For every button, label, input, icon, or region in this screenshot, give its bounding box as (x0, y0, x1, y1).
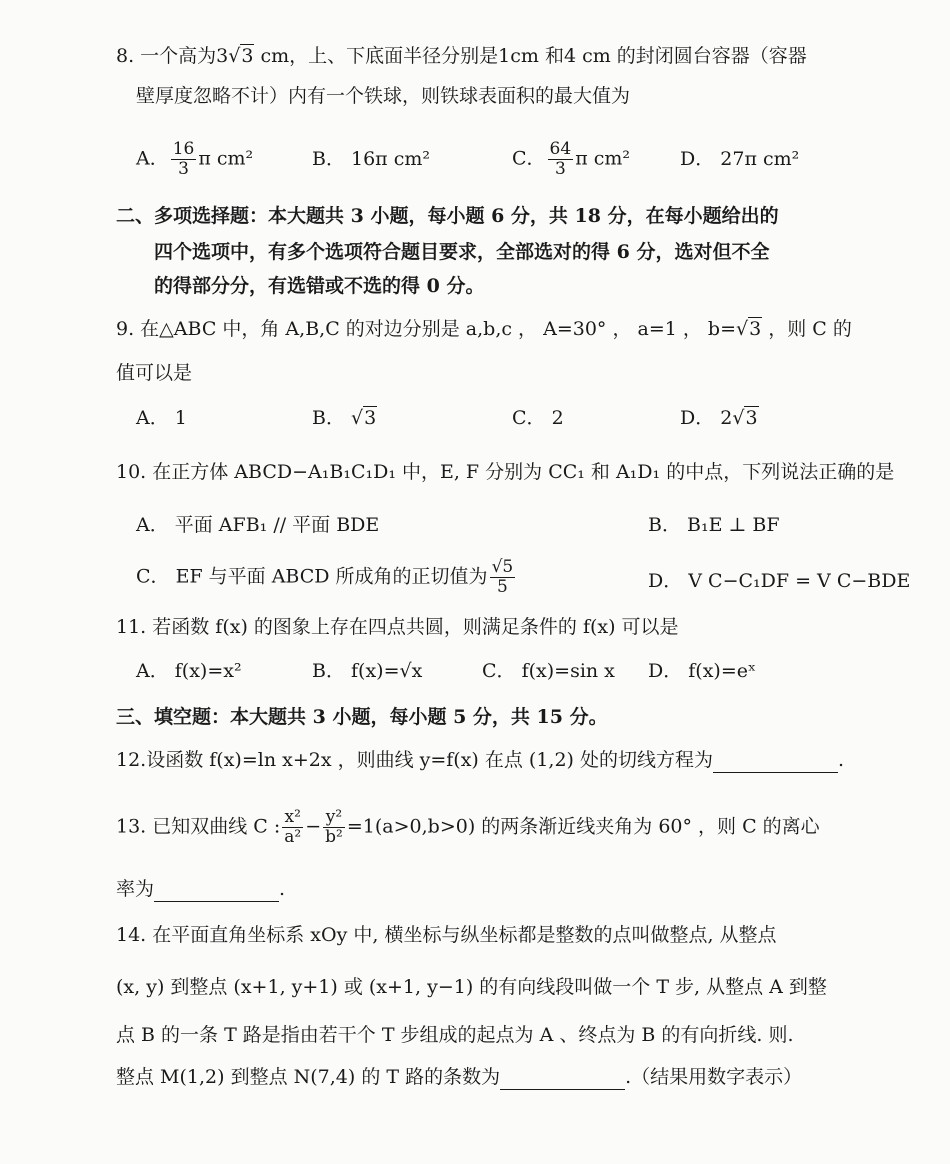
q11-option-c: C． f(x)=sin x (482, 660, 615, 682)
section2-heading-line1: 二、多项选择题：本大题共 3 小题，每小题 6 分，共 18 分，在每小题给出的 (116, 205, 779, 227)
q8-option-b: B． 16π cm² (312, 148, 430, 170)
section2-heading-line2: 四个选项中，有多个选项符合题目要求，全部选对的得 6 分，选对但不全 (154, 241, 770, 263)
q10-option-a: A． 平面 AFB₁ // 平面 BDE (136, 514, 380, 536)
q11-option-d: D． f(x)=eˣ (648, 660, 757, 682)
q8-option-c: C． $\frac{64}{3}$ π cm² (512, 139, 630, 179)
q9-option-c: C． 2 (512, 407, 564, 429)
q11-option-a: A． f(x)=x² (136, 660, 242, 682)
q9-option-b: B． √3 (312, 407, 377, 429)
q12-stem: 12.设函数 f(x)=ln x+2x ，则曲线 y=f(x) 在点 (1,2) 处的切线方程为 . (116, 749, 845, 771)
q14-stem-line4: 整点 M(1,2) 到整点 N(7,4) 的 T 路的条数为 .（结果用数字表示） (116, 1066, 803, 1088)
q10-option-b: B． B₁E ⊥ BF (648, 514, 780, 536)
q10-option-d: D． V C−C₁DF = V C−BDE (648, 570, 911, 592)
q10-stem: 10. 在正方体 ABCD−A₁B₁C₁D₁ 中，E, F 分别为 CC₁ 和 A₁D₁ 的中点，下列说法正确的是 (116, 461, 895, 483)
q8-stem-line2: 壁厚度忽略不计）内有一个铁球，则铁球表面积的最大值为 (136, 85, 631, 107)
q14-stem-line2: (x, y) 到整点 (x+1, y+1) 或 (x+1, y−1) 的有向线段叫做一个 T 步, 从整点 A 到整 (116, 976, 827, 998)
q12-answer-blank[interactable] (713, 754, 838, 773)
q14-answer-blank[interactable] (500, 1071, 625, 1090)
q8-option-d: D． 27π cm² (680, 148, 800, 170)
q13-answer-blank[interactable] (154, 883, 279, 902)
q10-option-c: C． EF 与平面 ABCD 所成角的正切值为 $\frac{√5}{5}$ (136, 557, 514, 597)
section3-heading: 三、填空题：本大题共 3 小题，每小题 5 分，共 15 分。 (116, 706, 608, 728)
q14-stem-line1: 14. 在平面直角坐标系 xOy 中, 横坐标与纵坐标都是整数的点叫做整点, 从整点 (116, 924, 777, 946)
q9-option-a: A． 1 (136, 407, 187, 429)
q9-stem-line2: 值可以是 (116, 362, 193, 384)
q14-stem-line3: 点 B 的一条 T 路是指由若干个 T 步组成的起点为 A 、终点为 B 的有向折线. 则. (116, 1024, 794, 1046)
q11-option-b: B． f(x)=√x (312, 660, 423, 682)
q9-stem-line1: 9. 在△ABC 中，角 A,B,C 的对边分别是 a,b,c ， A=30° ， a=1 ， b=√3 ，则 C 的 (116, 318, 852, 340)
section2-heading-line3: 的得部分分，有选错或不选的得 0 分。 (154, 275, 485, 297)
q9-option-d: D． 2√3 (680, 407, 758, 429)
q8-stem-line1: 8. 一个高为3√3 cm，上、下底面半径分别是1cm 和4 cm 的封闭圆台容器（容器 (116, 45, 807, 67)
q13-stem-line2: 率为 . (116, 878, 286, 900)
q8-option-a: A． $\frac{16}{3}$ π cm² (136, 139, 254, 179)
q11-stem: 11. 若函数 f(x) 的图象上存在四点共圆，则满足条件的 f(x) 可以是 (116, 616, 679, 638)
q13-stem-line1: 13. 已知双曲线 C : $\frac{\text{x²}}{\text{a²}}$ − $\frac{\text{y²}}{\text{b²}}$ =1(a>0,b>0) 的两条渐近线夹角为 60° ，则 C 的离心 (116, 807, 820, 847)
